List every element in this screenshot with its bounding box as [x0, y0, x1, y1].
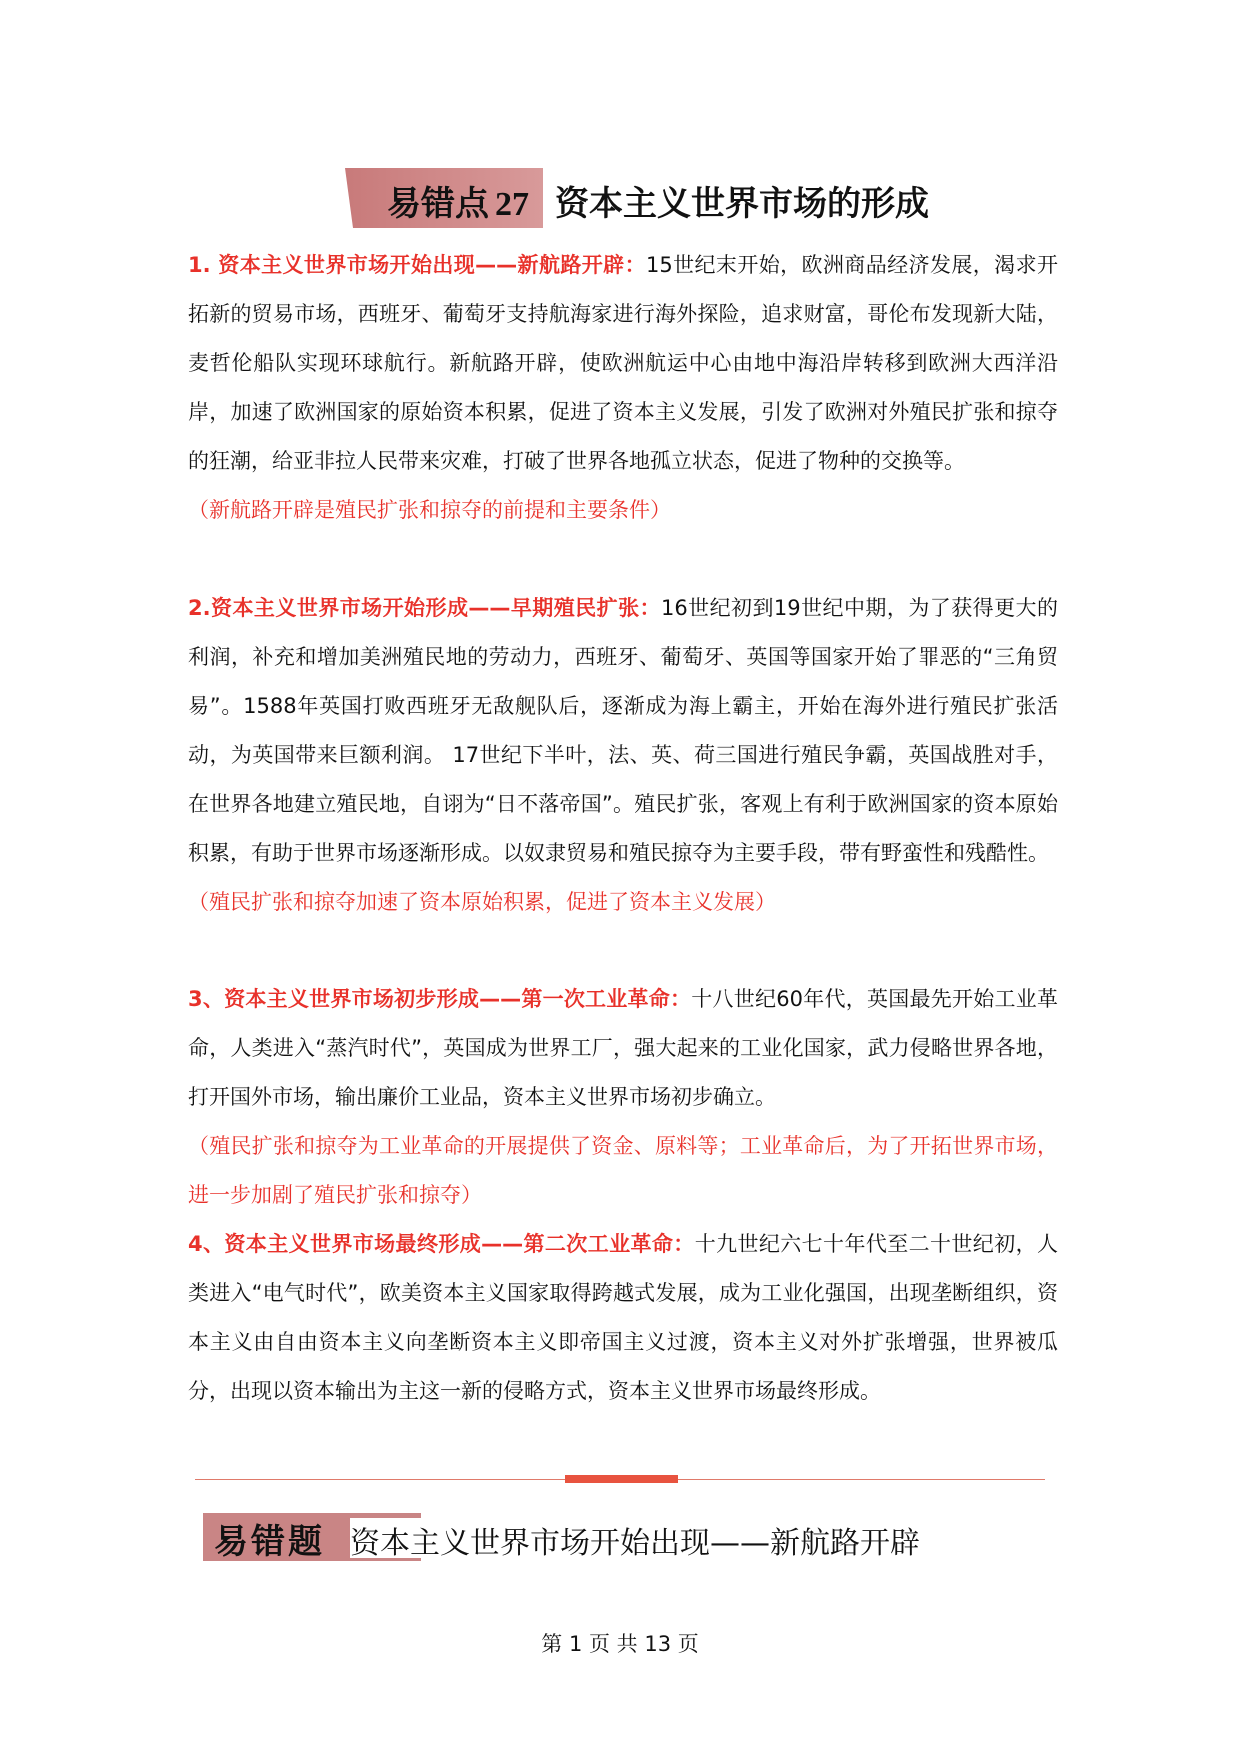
page-title	[387, 176, 929, 225]
section-paragraph	[188, 241, 1058, 486]
exercise-tag: 易错题	[214, 1522, 325, 1562]
section-paragraph	[188, 584, 1058, 878]
title-number: 27	[495, 186, 529, 223]
section-lead: 1. 资本主义世界市场开始出现——新航路开辟：	[188, 253, 646, 277]
section-note: （殖民扩张和掠夺为工业革命的开展提供了资金、原料等；工业革命后，为了开拓世界市场，进一步加剧了殖民扩张和掠夺）	[188, 1134, 1058, 1207]
divider-accent	[565, 1475, 678, 1483]
section-body: 16世纪初到19世纪中期，为了获得更大的利润，补充和增加美洲殖民地的劳动力，西班牙、葡萄牙、英国等国家开始了罪恶的“三角贸易”。1588年英国打败西班牙无敌舰队后，逐渐成为海上霸主，开始在海外进行殖民扩张活动，为英国带来巨额利润。 17世纪下半叶，法、英、荷三国进行殖民争霸，英国战胜对手，在世界各地建立殖民地，自诩为“日不落帝国”。殖民扩张，客观上有利于欧洲国家的资本原始积累，有助于世界市场逐渐形成。以奴隶贸易和殖民掠夺为主要手段，带有野蛮性和残酷性。	[188, 596, 1058, 865]
exercise-title: 资本主义世界市场开始出现——新航路开辟	[350, 1526, 920, 1561]
section-note: （新航路开辟是殖民扩张和掠夺的前提和主要条件）	[188, 498, 671, 522]
title-text: 资本主义世界市场的形成	[555, 184, 929, 224]
section-paragraph	[188, 975, 1058, 1122]
page-footer: 第 1 页 共 13 页	[541, 1632, 699, 1656]
section-paragraph	[188, 1220, 1058, 1416]
title-prefix: 易错点	[387, 184, 489, 224]
section-lead: 3、资本主义世界市场初步形成——第一次工业革命：	[188, 987, 692, 1011]
section-body: 十九世纪六七十年代至二十世纪初，人类进入“电气时代”，欧美资本主义国家取得跨越式发展，成为工业化强国，出现垄断组织，资本主义由自由资本主义向垄断资本主义即帝国主义过渡，资本主义对外扩张增强，世界被瓜分，出现以资本输出为主这一新的侵略方式，资本主义世界市场最终形成。	[188, 1232, 1058, 1403]
section-3	[188, 975, 1058, 1220]
section-note: （殖民扩张和掠夺加速了资本原始积累，促进了资本主义发展）	[188, 890, 776, 914]
section-body: 十八世纪60年代，英国最先开始工业革命，人类进入“蒸汽时代”，英国成为世界工厂，强大起来的工业化国家，武力侵略世界各地，打开国外市场，输出廉价工业品，资本主义世界市场初步确立。	[188, 987, 1058, 1109]
section-4	[188, 1220, 1058, 1416]
section-body: 15世纪末开始，欧洲商品经济发展，渴求开拓新的贸易市场，西班牙、葡萄牙支持航海家进行海外探险，追求财富，哥伦布发现新大陆，麦哲伦船队实现环球航行。新航路开辟，使欧洲航运中心由地中海沿岸转移到欧洲大西洋沿岸，加速了欧洲国家的原始资本积累，促进了资本主义发展，引发了欧洲对外殖民扩张和掠夺的狂潮，给亚非拉人民带来灾难，打破了世界各地孤立状态，促进了物种的交换等。	[188, 253, 1058, 473]
section-lead: 4、资本主义世界市场最终形成——第二次工业革命：	[188, 1232, 695, 1256]
section-lead: 2.资本主义世界市场开始形成——早期殖民扩张：	[188, 596, 661, 620]
section-1	[188, 241, 1058, 535]
section-2	[188, 584, 1058, 927]
